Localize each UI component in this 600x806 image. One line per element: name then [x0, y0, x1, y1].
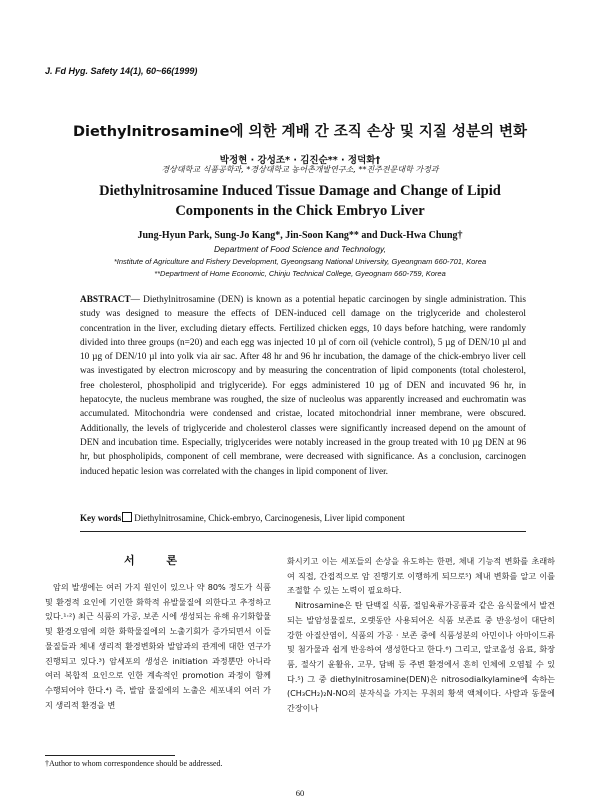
english-affiliation-2: **Department of Home Economic, Chinju Technical College, Gyeognam 660-759, Korea [154, 268, 446, 278]
keywords-label: Key words [80, 513, 122, 523]
paragraph: Nitrosamine은 탄 단백질 식품, 절임육류가공품과 같은 음식물에서 발견되는 발암성물질로, 오랫동안 사용되어온 식품 보존료 중 반응성이 대단히 강한 아질산염이, 식품의 가공 · 보존 중에 식품성분의 아민이나 아마이드류 및 첨가물과 쉽게 반응하여 생성한다고 한다.⁶) 그리고, 알코올성 음료, 화장품, 절삭기 윤활유, 고무, 담배 등 주변 환경에서 흔히 인체에 오염될 수 있다.⁵) 그 중 diethylnitrosamine(DEN)은 nitrosodialkylamine에 속하는(CH₃CH₂)₂N-NO의 분자식을 가지는 무취의 황색 액체이다. 사람과 동물에 간장이나 [287, 600, 555, 714]
korean-title: Diethylnitrosamine에 의한 계배 간 조직 손상 및 지질 성분의 변화 [72, 124, 528, 140]
section-heading: 서 론 [123, 554, 192, 567]
english-affiliations [0, 256, 600, 279]
journal-reference: J. Fd Hyg. Safety 14(1), 60~66(1999) [45, 66, 198, 76]
english-title-line1: Diethylnitrosamine Induced Tissue Damage and Change of Lipid [99, 183, 501, 199]
english-title-line2: Components in the Chick Embryo Liver [175, 203, 425, 219]
english-affiliation-1: *Institute of Agriculture and Fishery Development, Gyeongsang National University, Gyeongnam 660-701, Korea [113, 257, 487, 266]
footnote-divider [45, 755, 175, 756]
paragraph: 화시키고 이는 세포들의 손상을 유도하는 한편, 체내 기능적 변화를 초래하여 직접, 간접적으로 암 진행기로 이행하게 되므로⁵) 체내 변화를 알고 이를 조절할 수 있는 노력이 필요하다. [287, 556, 555, 596]
page-number: 60 [295, 788, 305, 798]
abstract-text: — Diethylnitrosamine (DEN) is known as a potential hepatic carcinogen by single administration. This study was designed to measure the effects of DEN-induced cell damage on the triglyceride and cholesterol concentration in the liver, excluding dietary effects. Fertilized chicken eggs, 10 days before hatching, were randomly divided into three groups (n=20) and each egg was injected 10 µl of corn oil (vehicle control), 5 µg of DEN/10 µl and 10 µg of DEN/10 µl into yolk via air sac. After 48 hr and 96 hr incubation, the damage of the chick-embryo liver cell was investigated by electron microscopy and by measuring the concentration of lipid components (total cholesterol, free cholesterol, phospholipid and triglyceride). For eggs administered 10 µg of DEN and incuvated 96 hr, in hepatocyte, the nucleus membrane was roughed, the size of nucleolus was apparently increased and euchromatin was accumulated. Mitochondria were condensed and cristae, located mitochondrial inner membrane, were obscured. Additionally, the levels of triglyceride and cholesterol classes were significantly increased depend on the amount of DEN and incubation time. Especially, triglycerides were notably increased in the group treated with 10 µg DEN at 96 hr, but phospholipids, component of cell membrane, were decreased with significance. As a conclusion, carcinogen induced hepatic lesion was correlated with the changes in lipid component of liver. [80, 295, 526, 477]
keywords [80, 512, 526, 523]
korean-affiliation: 경상대학교 식품공학과, *경상대학교 농어촌개발연구소, **진주전문대학 가정과 [161, 165, 439, 174]
abstract-label: ABSTRACT [80, 295, 131, 305]
divider [80, 531, 526, 532]
checkbox-square-icon [122, 512, 132, 522]
keywords-text: Diethylnitrosamine, Chick-embryo, Carcinogenesis, Liver lipid component [134, 513, 405, 523]
english-department: Department of Food Science and Technology, [214, 244, 386, 254]
paragraph: 암의 발생에는 여러 가지 원인이 있으나 약 80% 정도가 식품 및 환경적 요인에 기인한 화학적 유발물질에 의한다고 추정하고 있다.¹·²) 최근 식품의 가공, 보존 시에 생성되는 유해 유기화합물 및 환경오염에 의한 화학물질에의 노출기회가 증가되면서 이들 물질들과 체내 생리적 환경변화와 발암과의 관계에 대한 연구가 진행되고 있다.³) 암세포의 생성은 initiation 과정뿐만 아니라 여러 복합적 요인으로 인한 계속적인 promotion 과정이 함께 수행되어야 한다.⁴) 즉, 발암 물질에의 노출은 세포내의 여러 가지 생리적 환경을 변 [45, 582, 271, 710]
footnote: †Author to whom correspondence should be addressed. [45, 759, 223, 768]
right-column [287, 554, 555, 716]
korean-authors: 박정현 · 강성조* · 김진순** · 정덕화† [219, 155, 381, 166]
left-column [45, 580, 271, 712]
abstract [80, 293, 526, 479]
english-title [40, 181, 560, 221]
english-authors: Jung-Hyun Park, Sung-Jo Kang*, Jin-Soon Kang** and Duck-Hwa Chung† [137, 230, 463, 241]
